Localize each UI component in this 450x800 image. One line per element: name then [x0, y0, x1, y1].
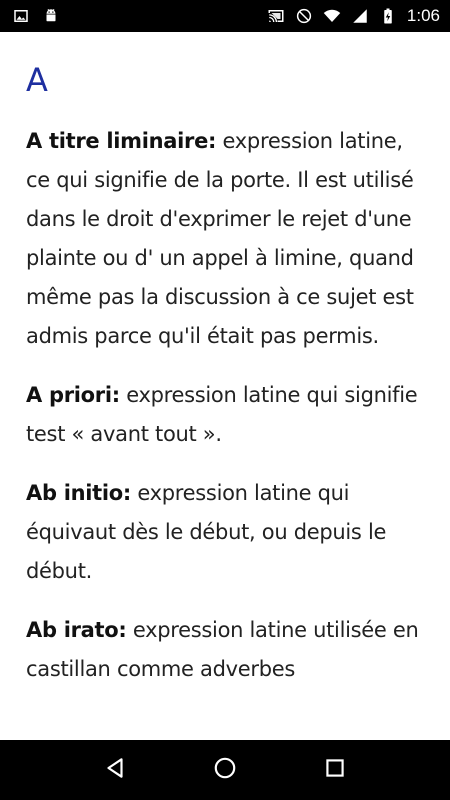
- section-letter-heading: A: [26, 61, 48, 99]
- entry-definition: expression latine qui équivaut dès le début, ou depuis le début.: [26, 481, 387, 583]
- clock-time: 1:06: [406, 6, 440, 25]
- glossary-entry: [26, 376, 424, 454]
- back-icon: [102, 755, 128, 786]
- glossary-entry: [26, 474, 424, 591]
- recents-icon: [322, 755, 348, 786]
- entry-term: A priori:: [26, 383, 120, 407]
- signal-icon: [351, 7, 369, 25]
- back-button[interactable]: [95, 750, 135, 790]
- glossary-entry: [26, 122, 424, 356]
- navigation-bar: [0, 740, 450, 800]
- status-bar: [0, 0, 450, 32]
- cast-icon: [267, 7, 285, 25]
- entry-term: A titre liminaire:: [26, 129, 217, 153]
- wifi-icon: [323, 7, 341, 25]
- entry-definition: expression latine utilisée en castillan comme adverbes: [26, 618, 419, 681]
- glossary-content[interactable]: [0, 32, 450, 740]
- entry-term: Ab irato:: [26, 618, 127, 642]
- entry-definition: expression latine qui signifie test « avant tout ».: [26, 383, 418, 446]
- do-not-disturb-icon: [295, 7, 313, 25]
- home-icon: [212, 755, 238, 786]
- battery-charging-icon: [379, 7, 397, 25]
- glossary-entry: [26, 611, 424, 689]
- image-icon: [12, 7, 30, 25]
- entry-term: Ab initio:: [26, 481, 132, 505]
- recents-button[interactable]: [315, 750, 355, 790]
- android-icon: [42, 7, 60, 25]
- home-button[interactable]: [205, 750, 245, 790]
- entry-definition: expression latine, ce qui signifie de la porte. Il est utilisé dans le droit d'exprimer le rejet d'une plainte ou d' un appel à limine, quand même pas la discussion à ce sujet est admis parce qu'il était pas permis.: [26, 129, 414, 348]
